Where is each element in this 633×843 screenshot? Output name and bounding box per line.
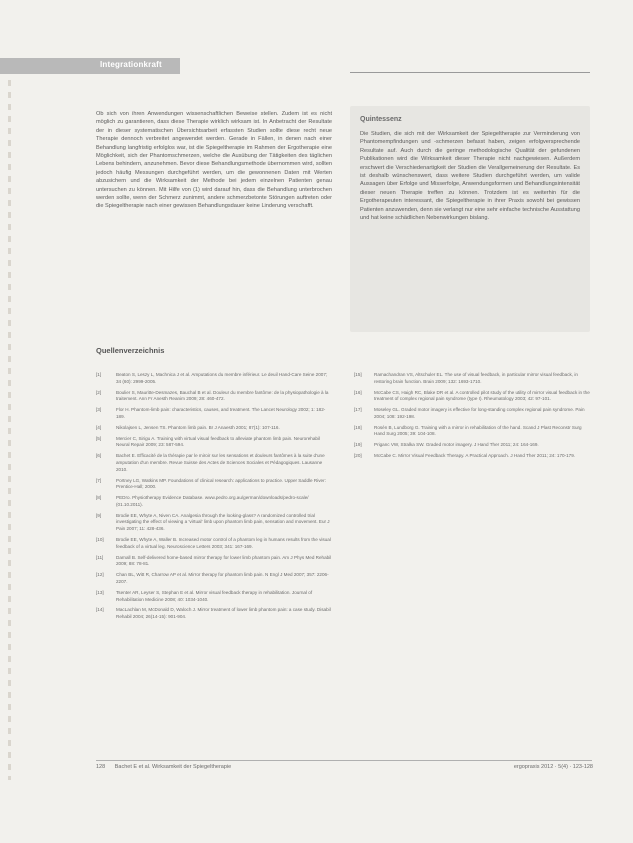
reference-item — [96, 555, 332, 568]
reference-text: Ramachandran VS, Altschuler EL. The use of visual feedback, in particular mirror visual feedback, in restoring brain function. Brain 2009; 132: 1693-1710. — [374, 372, 578, 384]
reference-text: Flor H. Phantom-limb pain: characteristics, causes, and treatment. The Lancet Neurology 2002; 1: 182-189. — [116, 407, 326, 419]
reference-item — [96, 453, 332, 473]
reference-number: [20] — [354, 453, 362, 459]
references-left-column — [96, 372, 332, 625]
section-tab — [0, 58, 180, 74]
footer-journal: ergopraxis 2012 · 5(4) · 123-128 — [513, 764, 593, 770]
reference-text: Brodie EE, Whyte A, Niven CA. Analgesia through the looking-glass? A randomized controlled trial investigating the effect of viewing a 'virtual' limb upon phantom limb pain, sensation and movement. Eur J Pain 2007; 11: 428-436. — [116, 512, 330, 532]
box-text: Die Studien, die sich mit der Wirksamkeit der Spiegeltherapie zur Verminderung von Phantomempfindungen und -schmerzen befasst haben, zeigen erfolgversprechende Resultate auf. Auch durch die geringe methodologische Qualität der gefundenen Publikationen wird die Wirksamkeit dieser Therapie nicht nachgewiesen. Außerdem erschwert die Verschiedenartigkeit der Studien die Verallgemeinerung der Resultate. Es ist deshalb wünschenswert, dass weitere Studien durchgeführt werden, um valide Aussagen über Erfolge und Misserfolge, Anwendungsformen und Behandlungsintensität dieser neuen Therapie treffen zu können. Trotzdem ist es weiterhin für die Ergotherapeuten interessant, die Spiegeltherapie in ihrer Praxis sowohl bei gewissen Patienten anzuwenden, denn sie verlangt nur eine sehr einfache technische Ausstattung und hat keine schädlichen Nebenwirkungen bislang. — [360, 131, 580, 222]
reference-item — [96, 425, 332, 432]
reference-text: Tsenter AR, Leyser S, Stephan E et al. Mirror visual feedback therapy in rehabilitation. Journal of Rehabilitation Medicine 2008; 40: 1034-1040. — [116, 589, 313, 602]
reference-text: Nikolajsen L, Jensen TS. Phantom limb pain. Br J Anaesth 2001; 87(1): 107-116. — [116, 424, 280, 430]
reference-item — [96, 513, 332, 533]
reference-item — [96, 572, 332, 585]
reference-number: [6] — [96, 453, 102, 459]
reference-number: [15] — [354, 372, 362, 377]
references-heading: Quellenverzeichnis — [96, 346, 165, 355]
reference-text: Priganc VW, Stralka SW. Graded motor imagery. J Hand Ther 2011; 24: 164-169. — [374, 442, 539, 448]
reference-number: [16] — [354, 389, 362, 395]
section-label: Integrationkraft — [100, 60, 162, 69]
reference-number: [8] — [96, 495, 102, 501]
reference-item — [96, 436, 332, 449]
reference-text: Beaton S, Leszy L, Machnica J et al. Amputations du membre inférieur. Le deuil Hand-Care Seine 2007; 34 (60): 2999-2005. — [116, 372, 328, 384]
reference-number: [10] — [96, 537, 104, 543]
reference-item — [354, 390, 590, 403]
body-text: Ob sich von ihren Anwendungen wissenschaftlichen Beweise stellen. Zudem ist es nicht möglich zu garantieren, dass diese Therapie wirklich wirksam ist. In Anbetracht der Resultate der in dieser systematischen Übersichtsarbeit erfassten Studien sollte diese recht neue Therapie dennoch verbreitet angewendet werden. Gerade in Fällen, in denen nach einer Behandlung langfristig erfolglos war, ist die Spiegeltherapie im Rahmen der Ergotherapie eine Möglichkeit, sich der Phantomschmerzen, welche die Ausübung der Tätigkeiten des täglichen Lebens behindern, anzunehmen. Bevor diese Behandlungsmethode übernommen wird, sollten jedoch häufig Messungen durchgeführt werden, um die gewonnenen Daten mit Werten abzusichern und die Wirksamkeit der Methode bei jedem einzelnen Patienten genau untersuchen zu können. Mit Hilfe von (1) wird darauf hin, dass die Behandlung unterbrochen werden sollte, wenn der Schmerz zunimmt, andere schmerzbetonte Störungen auftreten oder die Spiegeltherapie nach einer gewissen Behandlungsdauer keine Linderung verschafft. — [96, 111, 332, 210]
reference-item — [96, 390, 332, 403]
references-right-column — [354, 372, 590, 464]
reference-item — [96, 372, 332, 385]
reference-text: Chan BL, Witt R, Charrow AP et al. Mirror therapy for phantom limb pain. N Engl J Med 2007; 357: 2206-2207. — [116, 572, 329, 584]
reference-text: Brodie EE, Whyte A, Waller B. Increased motor control of a phantom leg in humans results from the visual feedback of a virtual leg. Neuroscience Letters 2003; 341: 167-169. — [116, 537, 331, 549]
reference-number: [7] — [96, 477, 102, 483]
reference-number: [11] — [96, 554, 104, 560]
footer-citation: Bachet E et al. Wirksamkeit der Spiegeltherapie — [114, 764, 232, 770]
reference-item — [354, 407, 590, 420]
reference-item — [96, 495, 332, 508]
reference-text: Mercier C, Sirigu A. Training with virtual visual feedback to alleviate phantom limb pain. Neurorehabil Neural Repair 2009; 23: 587-594. — [116, 435, 321, 448]
reference-number: [4] — [96, 424, 102, 430]
reference-number: [2] — [96, 389, 102, 395]
reference-text: Boulier S, Mauritte-Desmazes, Bauchal B et al. Douleur du membre fantôme: de la physiopathologie à la traitement. Ann Fr Anesth Reanim 2009; 28: 460-472. — [116, 389, 329, 402]
reference-number: [5] — [96, 435, 102, 441]
reference-item — [354, 425, 590, 438]
margin-strip — [8, 80, 11, 780]
page-number: 128 — [96, 764, 106, 770]
reference-number: [1] — [96, 372, 102, 377]
reference-item — [354, 453, 590, 460]
reference-number: [18] — [354, 424, 362, 430]
reference-number: [14] — [96, 607, 104, 613]
reference-item — [354, 372, 590, 385]
reference-text: Rosén B, Lundborg G. Training with a mirror in rehabilitation of the hand. Scand J Plast Reconstr Surg Hand Surg 2005; 39: 104-108. — [374, 424, 582, 437]
reference-item — [96, 537, 332, 550]
reference-number: [9] — [96, 512, 102, 518]
reference-text: Portney LG, Watkins MP. Foundations of clinical research: applications to practice. Upper Saddle River: Prentice-Hall; 2000. — [116, 477, 326, 490]
box-title: Quintessenz — [360, 116, 402, 123]
reference-text: Bachet E. Efficacité de la thérapie par le miroir sur les sensations et douleurs fantômes à la suite d'une amputation d'un membre. Revue Suisse des Actes de Sciences Sociales et Pédagogiques. Lausanne 2010. — [116, 453, 325, 472]
reference-item — [354, 442, 590, 449]
header-rule — [350, 72, 590, 73]
footer-left — [96, 764, 231, 770]
reference-text: PEDro. Physiotherapy Evidence Database. www.pedro.org.au/german/downloads/pedro-scale/ (01.10.2011). — [116, 495, 309, 507]
reference-number: [3] — [96, 407, 102, 413]
reference-item — [96, 607, 332, 620]
reference-text: MacLachlan M, McDonald D, Waloch J. Mirror treatment of lower limb phantom pain: a case study. Disabil Rehabil 2004; 26(14-15): 901-904. — [116, 607, 331, 620]
reference-number: [12] — [96, 572, 104, 578]
reference-item — [96, 407, 332, 420]
reference-text: Darnall B. Self-delivered home-based mirror therapy for lower limb phantom pain. Am J Phys Med Rehabil 2009; 88: 78-81. — [116, 554, 332, 567]
reference-text: Moseley GL. Graded motor imagery is effective for long-standing complex regional pain syndrome. Pain 2004; 108: 192-198. — [374, 407, 585, 419]
reference-text: McCabe C. Mirror Visual Feedback Therapy. A Practical Approach. J Hand Ther 2011; 24: 170-179. — [374, 453, 576, 459]
reference-number: [19] — [354, 442, 362, 448]
reference-text: McCabe CS, Haigh RC, Blake DR et al. A controlled pilot study of the utility of mirror visual feedback in the treatment of complex regional pain syndrome (type I). Rheumatology 2003; 42: 97-101. — [374, 389, 590, 402]
quintessenz-box — [350, 106, 590, 332]
reference-number: [17] — [354, 407, 362, 413]
reference-item — [96, 478, 332, 491]
footer-rule — [96, 760, 592, 761]
reference-item — [96, 590, 332, 603]
reference-number: [13] — [96, 589, 104, 595]
